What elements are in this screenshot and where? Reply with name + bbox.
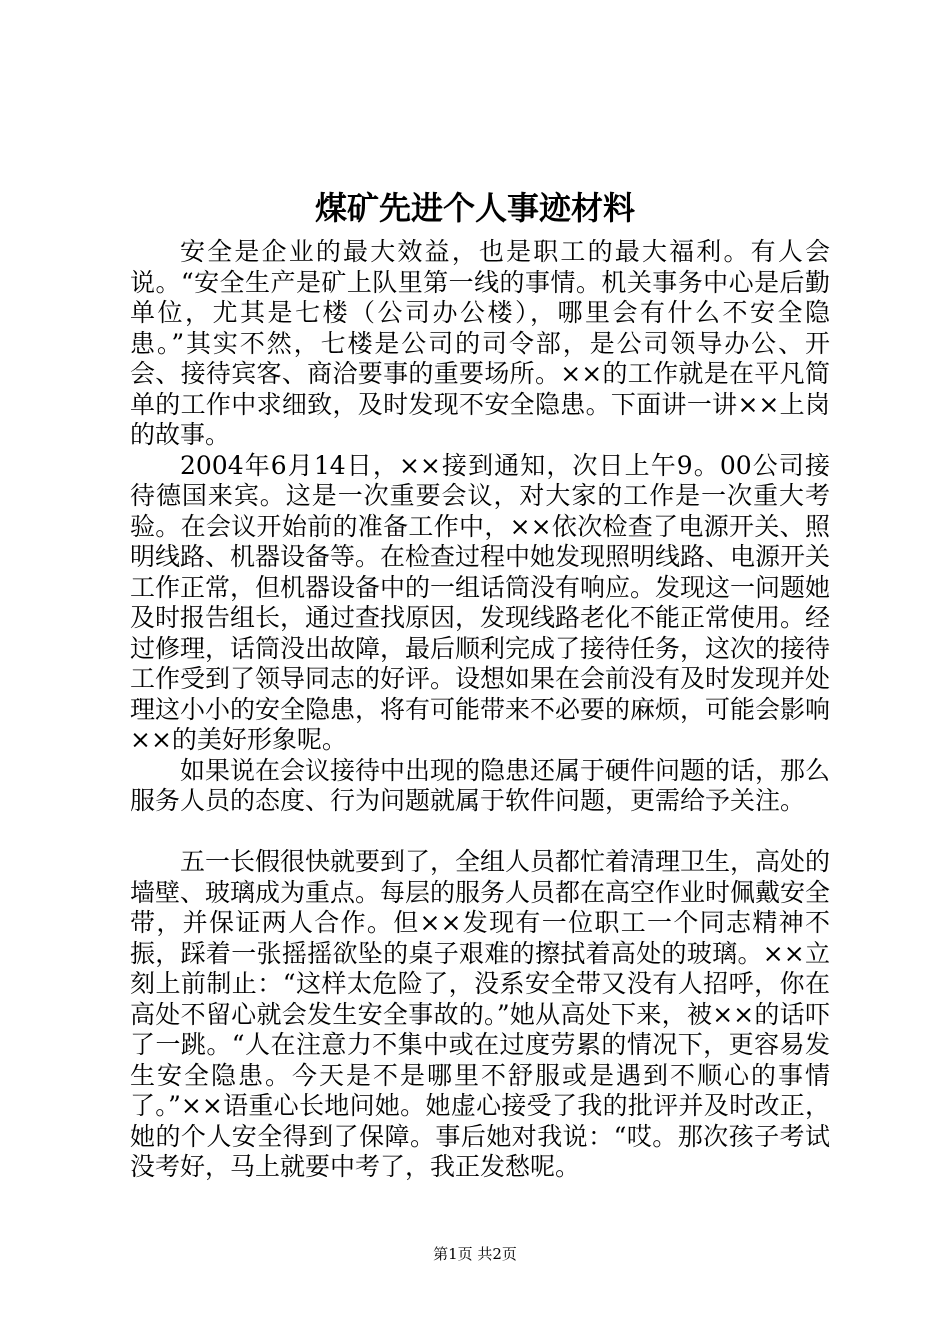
document-body: [130, 237, 830, 1183]
paragraph-2: 2004年6月14日，××接到通知，次日上午9。00公司接待德国来宾。这是一次重要会议，对大家的工作是一次重大考验。在会议开始前的准备工作中，××依次检查了电源开关、照明线路、机器设备等。在检查过程中她发现照明线路、电源开关工作正常，但机器设备中的一组话筒没有响应。发现这一问题她及时报告组长，通过查找原因，发现线路老化不能正常使用。经过修理，话筒没出故障，最后顺利完成了接待任务，这次的接待工作受到了领导同志的好评。设想如果在会前没有及时发现并处理这小小的安全隐患，将有可能带来不必要的麻烦，可能会影响××的美好形象呢。: [130, 450, 831, 754]
paragraph-4: 五一长假很快就要到了，全组人员都忙着清理卫生，高处的墙壁、玻璃成为重点。每层的服务人员都在高空作业时佩戴安全带，并保证两人合作。但××发现有一位职工一个同志精神不振，踩着一张摇摇欲坠的桌子艰难的擦拭着高处的玻璃。××立刻上前制止：“这样太危险了，没系安全带又没有人招呼，你在高处不留心就会发生安全事故的。”她从高处下来，被××的话吓了一跳。“人在注意力不集中或在过度劳累的情况下，更容易发生安全隐患。今天是不是哪里不舒服或是遇到不顺心的事情了。”××语重心长地问她。她虚心接受了我的批评并及时改正，她的个人安全得到了保障。事后她对我说：“哎。那次孩子考试没考好，马上就要中考了，我正发愁呢。: [130, 847, 831, 1181]
paragraph-1: 安全是企业的最大效益，也是职工的最大福利。有人会说。“安全生产是矿上队里第一线的事情。机关事务中心是后勤单位，尤其是七楼（公司办公楼），哪里会有什么不安全隐患。”其实不然，七楼是公司的司令部，是公司领导办公、开会、接待宾客、商洽要事的重要场所。××的工作就是在平凡简单的工作中求细致，及时发现不安全隐患。下面讲一讲××上岗的故事。: [130, 237, 830, 449]
paragraph-3: 如果说在会议接待中出现的隐患还属于硬件问题的话，那么服务人员的态度、行为问题就属于软件问题，更需给予关注。: [130, 755, 831, 815]
page-number-footer: 第1页 共2页: [433, 1245, 517, 1263]
document-title: 煤矿先进个人事迹材料: [314, 189, 635, 227]
